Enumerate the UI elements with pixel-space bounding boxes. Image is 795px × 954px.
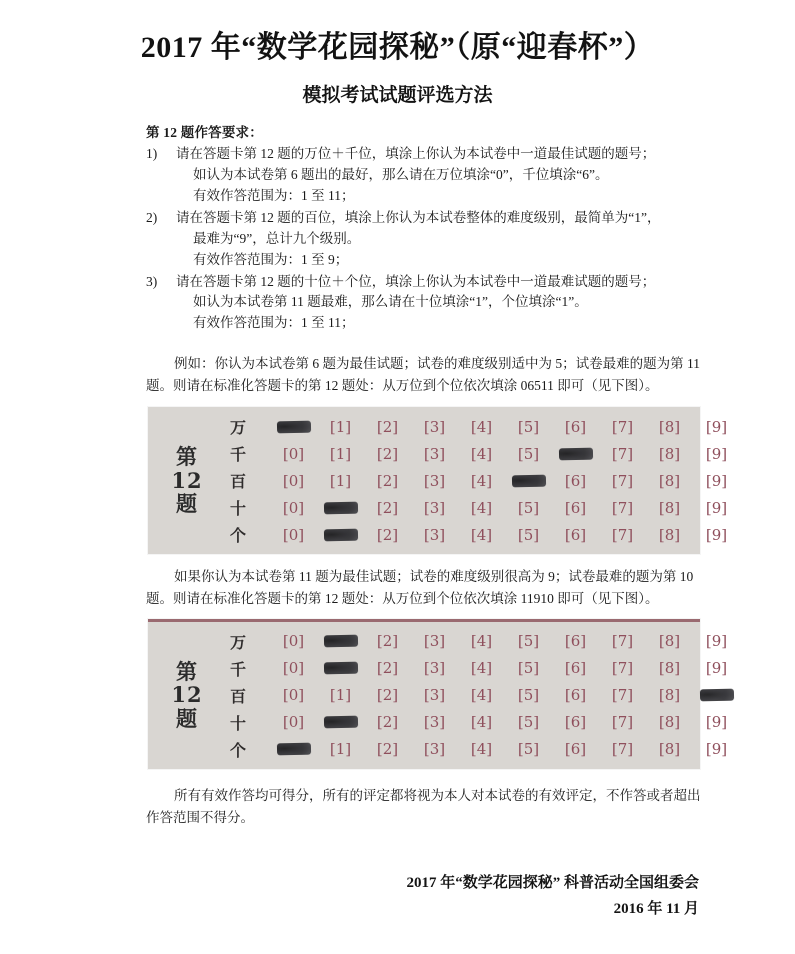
bubble-option: [1]	[329, 686, 352, 705]
bubble-option: [5]	[517, 525, 540, 544]
bubble-option: [7]	[611, 444, 634, 463]
answer-sheet-inner	[148, 407, 728, 554]
bubble-option: [9]	[705, 713, 728, 732]
bubble-option: [2]	[376, 713, 399, 732]
bubble-set	[270, 659, 740, 677]
bubble-option: [1]	[329, 444, 352, 463]
bubble-option: [4]	[470, 713, 493, 732]
bubble-row	[226, 467, 740, 494]
bubble-option: [5]	[517, 713, 540, 732]
bubble-option: [8]	[658, 471, 681, 490]
bubble-row	[226, 736, 740, 763]
bubble-option: [5]	[517, 686, 540, 705]
bubble-option: [8]	[658, 444, 681, 463]
bubble-option: [4]	[470, 686, 493, 705]
bubble-option: [5]	[517, 417, 540, 436]
bubble-option: [7]	[611, 713, 634, 732]
bubble-option: [6]	[564, 632, 587, 651]
bubble-option: [4]	[470, 498, 493, 517]
bubble-option: [2]	[376, 417, 399, 436]
bubble-option: [5]	[517, 659, 540, 678]
bubble-option: [7]	[611, 740, 634, 759]
bubble-row	[226, 628, 740, 655]
bubble-filled	[317, 659, 364, 677]
bubble-option: [2]	[376, 659, 399, 678]
bubble-option: [9]	[705, 659, 728, 678]
answer-sheet-inner	[148, 622, 728, 769]
requirement-marker: 1)	[146, 146, 158, 161]
bubble-filled	[270, 418, 317, 436]
bubble-option: [4]	[470, 417, 493, 436]
bubble-option: [8]	[658, 525, 681, 544]
bubble-option: [9]	[705, 417, 728, 436]
label-line: 题	[176, 491, 198, 517]
label-line: 12	[171, 467, 203, 493]
bubble-option: [7]	[611, 471, 634, 490]
place-value-label: 百	[230, 472, 247, 492]
bubble-set	[270, 418, 740, 436]
bubble-option: [0]	[282, 525, 305, 544]
bubble-option: [3]	[423, 632, 446, 651]
bubble-option: [6]	[564, 498, 587, 517]
bubble-option: [6]	[564, 417, 587, 436]
bubble-option: [2]	[376, 525, 399, 544]
bubble-filled	[317, 632, 364, 650]
requirement-line: 如认为本试卷第 6 题出的最好，那么请在万位填涂“0”，千位填涂“6”。	[193, 166, 609, 182]
bubble-grid	[226, 413, 740, 548]
bubble-option: [5]	[517, 498, 540, 517]
bubble-option: [2]	[376, 686, 399, 705]
bubble-option: [0]	[282, 444, 305, 463]
requirement-line: 请在答题卡第 12 题的万位＋千位，填涂上你认为本试卷中一道最佳试题的题号；	[176, 146, 656, 161]
requirement-item-1	[146, 144, 703, 207]
place-value-label: 千	[230, 659, 247, 679]
requirement-text	[176, 208, 703, 271]
bubble-option: [2]	[376, 471, 399, 490]
bubble-option: [8]	[658, 417, 681, 436]
requirement-line: 最难为“9”，总计九个级别。	[193, 230, 361, 246]
place-value-label: 万	[230, 632, 247, 652]
bubble-filled	[505, 472, 552, 490]
bubble-set	[270, 740, 740, 758]
bubble-row	[226, 440, 740, 467]
requirement-line: 有效作答范围为：1 至 11；	[193, 315, 355, 331]
bubble-option: [9]	[705, 740, 728, 759]
bubble-option: [8]	[658, 686, 681, 705]
bubble-set	[270, 632, 740, 650]
bubble-option: [0]	[282, 713, 305, 732]
place-value-label: 千	[230, 445, 247, 465]
label-line: 第	[176, 658, 198, 684]
bubble-option: [6]	[564, 659, 587, 678]
bubble-row	[226, 682, 740, 709]
bubble-row	[226, 709, 740, 736]
requirement-marker: 3)	[146, 273, 158, 289]
bubble-option: [4]	[470, 444, 493, 463]
bubble-option: [5]	[517, 632, 540, 651]
document-body	[0, 121, 795, 828]
label-line: 题	[176, 705, 198, 731]
bubble-option: [5]	[517, 444, 540, 463]
bubble-option: [7]	[611, 417, 634, 436]
bubble-option: [3]	[423, 471, 446, 490]
bubble-option: [8]	[658, 632, 681, 651]
bubble-option: [0]	[282, 659, 305, 678]
requirement-line: 请在答题卡第 12 题的十位＋个位，填涂上你认为本试卷中一道最难试题的题号；	[176, 273, 656, 289]
bubble-filled	[317, 499, 364, 517]
bubble-row	[226, 655, 740, 682]
bubble-row	[226, 521, 740, 548]
place-value-label: 个	[230, 740, 247, 760]
bubble-option: [9]	[705, 444, 728, 463]
bubble-option: [1]	[329, 417, 352, 436]
bubble-option: [4]	[470, 632, 493, 651]
bubble-option: [3]	[423, 686, 446, 705]
bubble-option: [3]	[423, 417, 446, 436]
place-value-label: 百	[230, 686, 247, 706]
bubble-option: [7]	[611, 525, 634, 544]
bubble-filled	[552, 445, 599, 463]
requirement-marker: 2)	[146, 209, 158, 225]
bubble-option: [0]	[282, 471, 305, 490]
place-value-label: 十	[230, 499, 247, 519]
bubble-option: [2]	[376, 632, 399, 651]
bubble-option: [1]	[329, 740, 352, 759]
document-page	[0, 22, 795, 954]
bubble-option: [3]	[423, 498, 446, 517]
bubble-row	[226, 413, 740, 440]
requirement-text	[176, 272, 703, 335]
bubble-option: [3]	[423, 525, 446, 544]
bubble-option: [3]	[423, 659, 446, 678]
requirement-line: 有效作答范围为：1 至 9；	[193, 251, 349, 267]
bubble-option: [2]	[376, 740, 399, 759]
answer-sheet-photo-2	[148, 619, 728, 769]
bubble-set	[270, 526, 740, 544]
page-title: 2017 年“数学花园探秘”（原“迎春杯”）	[140, 31, 655, 64]
place-value-label: 十	[230, 713, 247, 733]
bubble-option: [8]	[658, 713, 681, 732]
answer-sheet-photo-1	[148, 407, 728, 554]
bubble-option: [8]	[658, 498, 681, 517]
bubble-option: [4]	[470, 659, 493, 678]
bubble-option: [7]	[611, 632, 634, 651]
answer-sheet-question-label	[148, 445, 226, 516]
bubble-option: [9]	[705, 471, 728, 490]
bubble-option: [6]	[564, 686, 587, 705]
place-value-label: 个	[230, 526, 247, 546]
bubble-option: [5]	[517, 740, 540, 759]
answer-sheet-question-label	[148, 660, 226, 731]
bubble-option: [6]	[564, 713, 587, 732]
bubble-set	[270, 713, 740, 731]
bubble-option: [0]	[282, 632, 305, 651]
bubble-option: [2]	[376, 444, 399, 463]
footer-date: 2016 年 11 月	[613, 900, 699, 917]
label-line: 第	[176, 444, 198, 470]
bubble-option: [3]	[423, 444, 446, 463]
bubble-set	[270, 472, 740, 490]
requirement-line: 请在答题卡第 12 题的百位，填涂上你认为本试卷整体的难度级别，最简单为“1”，	[176, 209, 661, 225]
requirement-item-3	[146, 272, 703, 335]
closing-paragraph: 所有有效作答均可得分，所有的评定都将视为本人对本试卷的有效评定，不作答或者超出作答范围不得分。	[146, 787, 701, 825]
bubble-filled	[693, 686, 740, 704]
bubble-set	[270, 445, 740, 463]
bubble-option: [4]	[470, 525, 493, 544]
requirement-item-2	[146, 208, 703, 271]
bubble-option: [1]	[329, 471, 352, 490]
bubble-option: [7]	[611, 659, 634, 678]
bubble-option: [4]	[470, 471, 493, 490]
bubble-option: [9]	[705, 498, 728, 517]
document-footer	[406, 871, 699, 922]
example-2-paragraph: 如果你认为本试卷第 11 题为最佳试题；试卷的难度级别很高为 9；试卷最难的题为第 10 题。则请在标准化答题卡的第 12 题处：从万位到个位依次填涂 11910 即可（见下图）。	[146, 569, 694, 606]
bubble-option: [2]	[376, 498, 399, 517]
requirement-text	[176, 144, 703, 207]
bubble-option: [8]	[658, 659, 681, 678]
requirements-heading: 第 12 题作答要求：	[146, 125, 263, 140]
label-line: 12	[171, 682, 203, 708]
bubble-filled	[317, 526, 364, 544]
bubble-option: [3]	[423, 740, 446, 759]
bubble-option: [7]	[611, 498, 634, 517]
footer-organization: 2017 年“数学花园探秘” 科普活动全国组委会	[406, 875, 699, 891]
bubble-option: [6]	[564, 740, 587, 759]
bubble-option: [0]	[282, 498, 305, 517]
bubble-option: [3]	[423, 713, 446, 732]
bubble-filled	[317, 713, 364, 731]
bubble-option: [9]	[705, 632, 728, 651]
place-value-label: 万	[230, 418, 247, 438]
requirement-line: 有效作答范围为：1 至 11；	[193, 187, 355, 203]
bubble-row	[226, 494, 740, 521]
bubble-grid	[226, 628, 740, 763]
bubble-option: [6]	[564, 525, 587, 544]
bubble-set	[270, 686, 740, 704]
bubble-option: [0]	[282, 686, 305, 705]
bubble-option: [7]	[611, 686, 634, 705]
bubble-option: [4]	[470, 740, 493, 759]
bubble-set	[270, 499, 740, 517]
page-subtitle: 模拟考试试题评选方法	[302, 85, 493, 106]
example-1-paragraph: 例如：你认为本试卷第 6 题为最佳试题；试卷的难度级别适中为 5；试卷最难的题为第 11 题。则请在标准化答题卡的第 12 题处：从万位到个位依次填涂 06511 即可（见下图）。	[146, 356, 700, 394]
bubble-filled	[270, 740, 317, 758]
bubble-option: [9]	[705, 525, 728, 544]
requirement-line: 如认为本试卷第 11 题最难，那么请在十位填涂“1”，个位填涂“1”。	[193, 294, 588, 310]
bubble-option: [8]	[658, 740, 681, 759]
bubble-option: [6]	[564, 471, 587, 490]
